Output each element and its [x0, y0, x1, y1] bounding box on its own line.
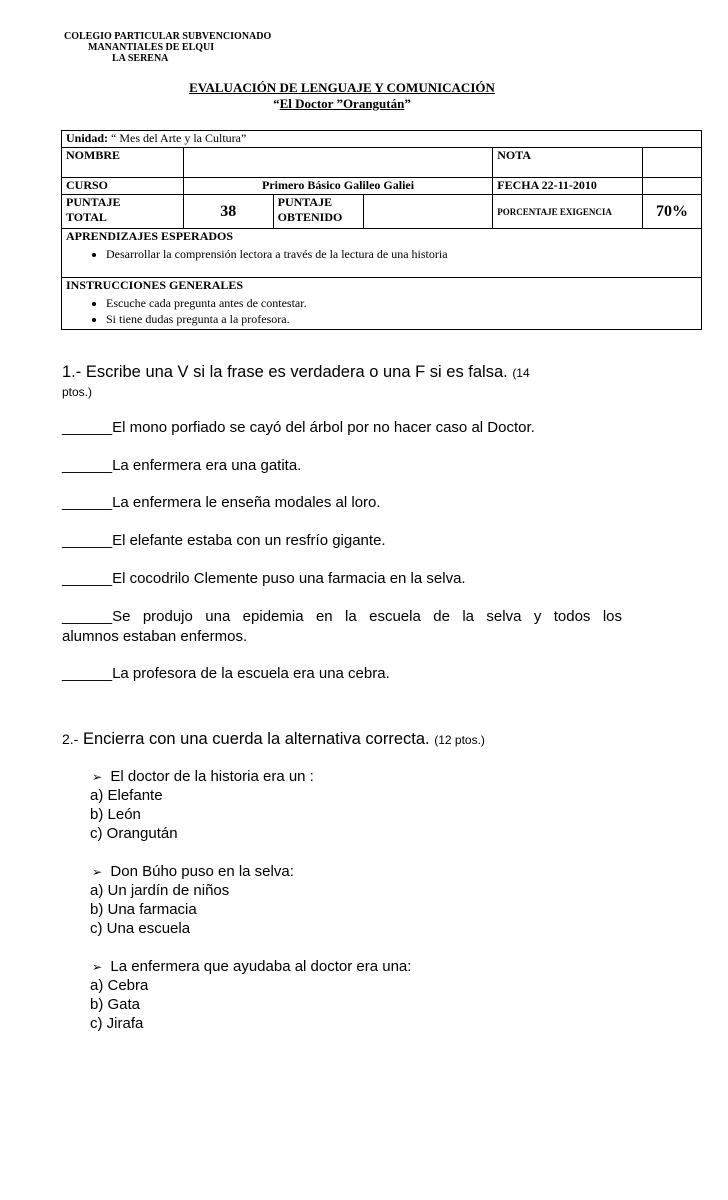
option: a) Elefante: [90, 787, 163, 804]
unidad-cell: Unidad: “ Mes del Arte y la Cultura”: [62, 131, 702, 148]
nota-field: [643, 148, 702, 178]
option: b) León: [90, 806, 141, 823]
aprendizajes-cell: APRENDIZAJES ESPERADOS • Desarrollar la comprensión lectora a través de la lectura de una historia: [62, 229, 702, 278]
q1-item: ______Se produjo una epidemia en la escuela de la selva y todos los: [62, 608, 622, 625]
porcentaje-value: 70%: [643, 195, 702, 229]
q2-question-3: ➢ La enfermera que ayudaba al doctor era una:: [92, 958, 412, 975]
q1-item: ______La enfermera era una gatita.: [62, 457, 302, 474]
school-city: LA SERENA: [112, 53, 169, 64]
evaluation-title: EVALUACIÓN DE LENGUAJE Y COMUNICACIÓN: [189, 80, 495, 95]
q1-item-continuation: alumnos estaban enfermos.: [62, 628, 248, 645]
school-subtitle: MANANTIALES DE ELQUI: [88, 42, 215, 53]
q1-item: ______La profesora de la escuela era una cebra.: [62, 665, 390, 682]
fecha-field: [643, 178, 702, 195]
q1-item: ______El mono porfiado se cayó del árbol por no hacer caso al Doctor.: [62, 419, 535, 436]
q1-points: ptos.): [62, 385, 93, 399]
q1-item: ______El cocodrilo Clemente puso una farmacia en la selva.: [62, 570, 466, 587]
curso-value: Primero Básico Galileo Galiei: [183, 178, 492, 195]
option: c) Orangután: [90, 825, 178, 842]
instrucciones-cell: INSTRUCCIONES GENERALES • Escuche cada pregunta antes de contestar. • Si tiene dudas pregunta a la profesora.: [62, 278, 702, 330]
q2-heading: 2.- Encierra con una cuerda la alternativa correcta. (12 ptos.): [62, 730, 485, 748]
instruccion-item: • Si tiene dudas pregunta a la profesora.: [106, 311, 697, 327]
nota-label: NOTA: [493, 148, 643, 178]
q1-item: ______La enfermera le enseña modales al loro.: [62, 494, 381, 511]
option: a) Un jardín de niños: [90, 882, 230, 899]
option: a) Cebra: [90, 977, 149, 994]
school-name: COLEGIO PARTICULAR SUBVENCIONADO: [64, 31, 272, 42]
puntaje-total-label: PUNTAJE TOTAL: [62, 195, 184, 229]
option: b) Una farmacia: [90, 901, 197, 918]
nombre-field: [183, 148, 492, 178]
instruccion-item: • Escuche cada pregunta antes de contestar.: [106, 295, 697, 311]
q1-heading: 1.- Escribe una V si la frase es verdadera o una F si es falsa. (14: [62, 363, 530, 381]
puntaje-total-value: 38: [183, 195, 273, 229]
story-title: “El Doctor ”Orangután”: [273, 96, 411, 111]
option: b) Gata: [90, 996, 141, 1013]
nombre-label: NOMBRE: [62, 148, 184, 178]
q1-item: ______El elefante estaba con un resfrío gigante.: [62, 532, 386, 549]
puntaje-obtenido-field: [363, 195, 493, 229]
porcentaje-label: PORCENTAJE EXIGENCIA: [493, 195, 643, 229]
info-table: [61, 130, 702, 330]
option: c) Jirafa: [90, 1015, 144, 1032]
q2-question-1: ➢ El doctor de la historia era un :: [92, 768, 314, 785]
curso-label: CURSO: [62, 178, 184, 195]
aprendizaje-item: • Desarrollar la comprensión lectora a través de la lectura de una historia: [106, 246, 697, 262]
puntaje-obtenido-label: PUNTAJE OBTENIDO: [273, 195, 363, 229]
fecha-label: FECHA 22-11-2010: [493, 178, 643, 195]
option: c) Una escuela: [90, 920, 191, 937]
q2-question-2: ➢ Don Búho puso en la selva:: [92, 863, 294, 880]
